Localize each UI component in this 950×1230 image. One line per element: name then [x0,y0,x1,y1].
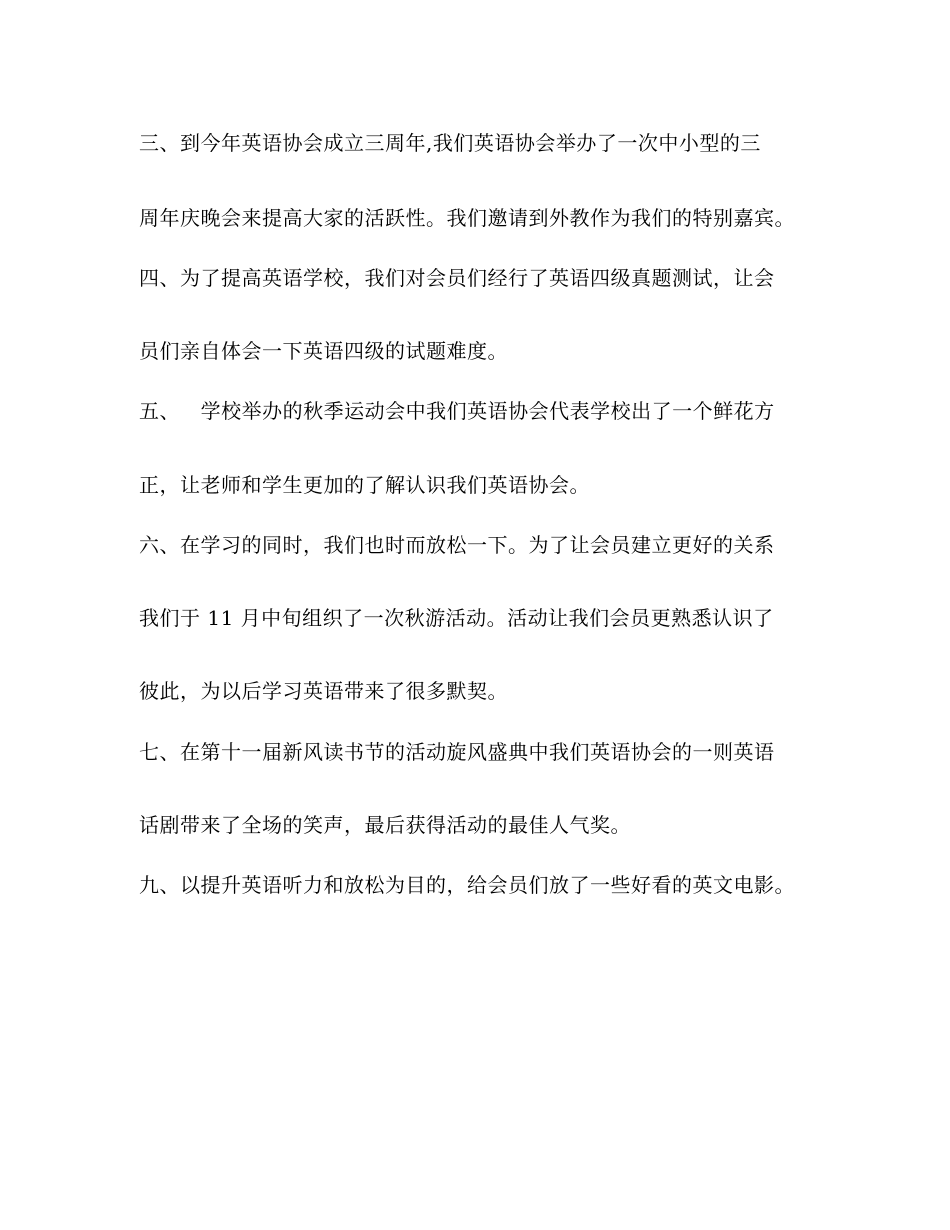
text-line: 六、在学习的同时，我们也时而放松一下。为了让会员建立更好的关系 [139,533,775,557]
text-line: 彼此，为以后学习英语带来了很多默契。 [139,679,508,703]
text-line: 四、为了提高英语学校，我们对会员们经行了英语四级真题测试，让会 [139,266,775,290]
text-line: 员们亲自体会一下英语四级的试题难度。 [139,339,508,363]
text-line: 话剧带来了全场的笑声，最后获得活动的最佳人气奖。 [139,813,631,837]
text-line: 九、以提升英语听力和放松为目的，给会员们放了一些好看的英文电影。 [139,873,795,897]
text-line: 正，让老师和学生更加的了解认识我们英语协会。 [139,473,590,497]
text-line: 三、到今年英语协会成立三周年,我们英语协会举办了一次中小型的三 [139,131,761,155]
text-line: 周年庆晚会来提高大家的活跃性。我们邀请到外教作为我们的特别嘉宾。 [139,206,795,230]
text-line: 七、在第十一届新风读书节的活动旋风盛典中我们英语协会的一则英语 [139,740,775,764]
text-line: 五、 学校举办的秋季运动会中我们英语协会代表学校出了一个鲜花方 [139,399,775,423]
text-line: 我们于 11 月中旬组织了一次秋游活动。活动让我们会员更熟悉认识了 [139,606,774,630]
